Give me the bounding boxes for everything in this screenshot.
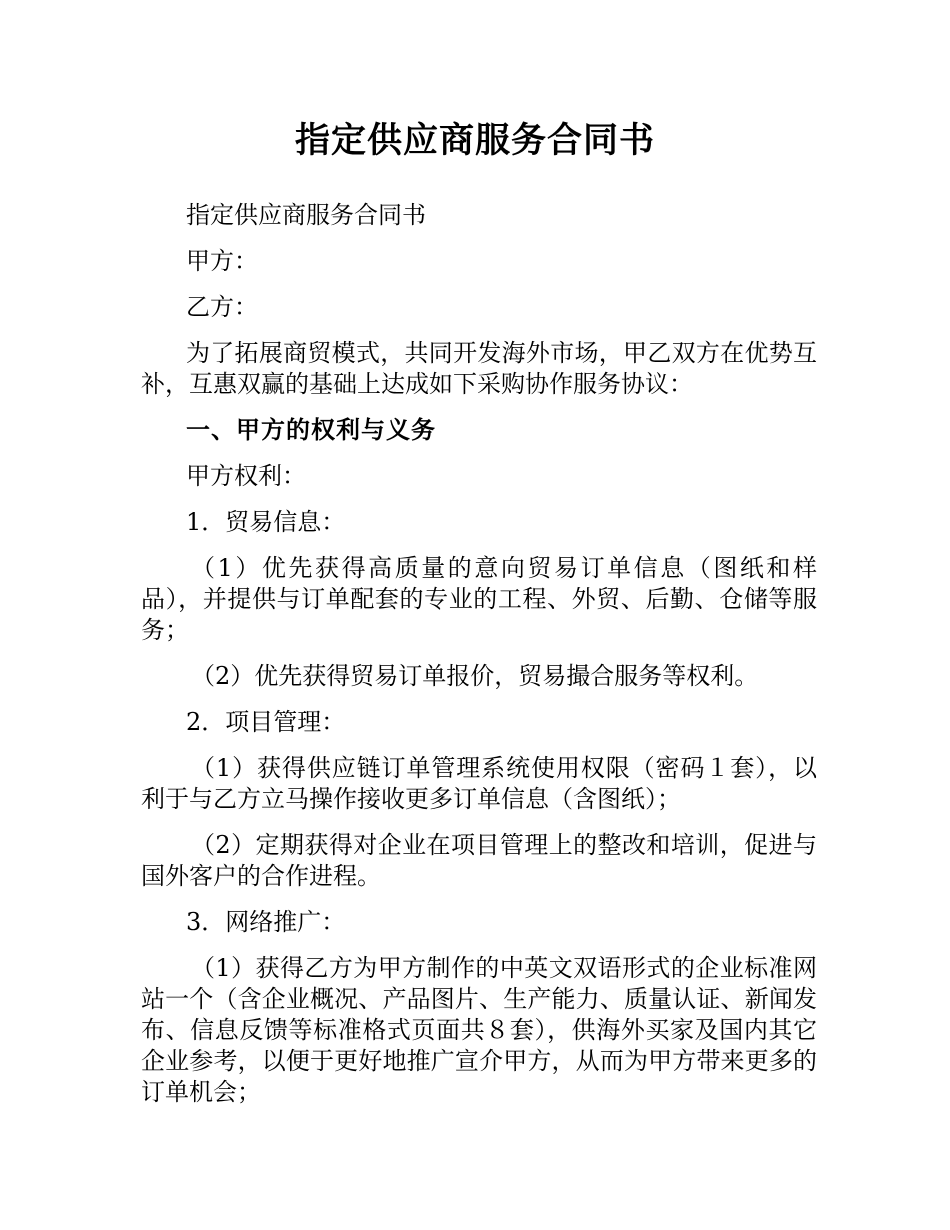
section-heading-party-a: 一、甲方的权利与义务 xyxy=(186,416,436,444)
paragraph-trade-info: 1．贸易信息： xyxy=(186,508,346,536)
paragraph-party-a: 甲方： xyxy=(186,247,258,275)
paragraph-party-b: 乙方： xyxy=(186,293,258,321)
paragraph-trade-info-1: （1）优先获得高质量的意向贸易订单信息（图纸和样品），并提供与订单配套的专业的工程、外贸、后勤、仓储等服务； xyxy=(141,554,817,644)
paragraph-project-management-1: （1）获得供应链订单管理系统使用权限（密码１套），以利于与乙方立马操作接收更多订单信息（含图纸）； xyxy=(141,754,817,813)
paragraph-party-a-rights: 甲方权利： xyxy=(186,462,306,490)
paragraph-subtitle: 指定供应商服务合同书 xyxy=(186,201,426,229)
paragraph-project-management: 2．项目管理： xyxy=(186,708,346,736)
document-body xyxy=(141,200,817,1123)
paragraph-trade-info-2: （2）优先获得贸易订单报价，贸易撮合服务等权利。 xyxy=(191,662,759,690)
paragraph-project-management-2: （2）定期获得对企业在项目管理上的整改和培训，促进与国外客户的合作进程。 xyxy=(141,831,817,890)
paragraph-preamble: 为了拓展商贸模式，共同开发海外市场，甲乙双方在优势互补，互惠双赢的基础上达成如下采购协作服务协议： xyxy=(141,339,817,398)
document-title: 指定供应商服务合同书 xyxy=(294,121,655,161)
paragraph-network-promotion: 3．网络推广： xyxy=(186,908,346,936)
paragraph-network-promotion-1: （1）获得乙方为甲方制作的中英文双语形式的企业标准网站一个（含企业概况、产品图片、生产能力、质量认证、新闻发布、信息反馈等标准格式页面共８套），供海外买家及国内其它企业参考，以便于更好地推广宣介甲方，从而为甲方带来更多的订单机会； xyxy=(141,954,817,1106)
